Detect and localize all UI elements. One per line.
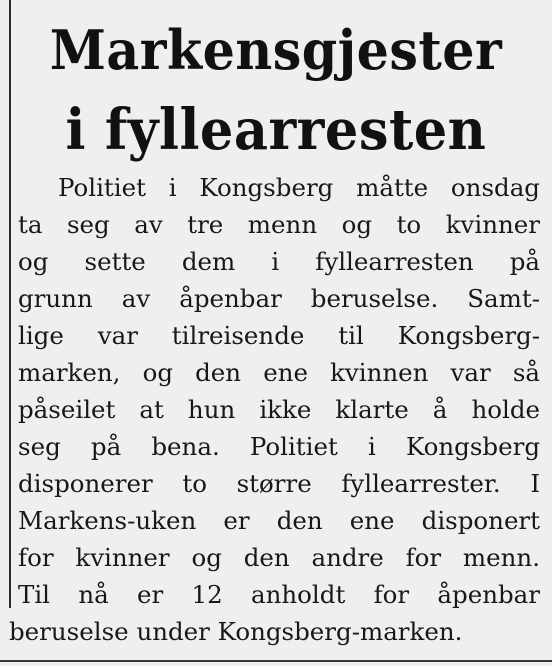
body-line: påseilet at hun ikke klarte å holde xyxy=(18,395,540,424)
body-line: ta seg av tre menn og to kvinner xyxy=(18,210,540,239)
body-line: Markens-uken er den ene disponert xyxy=(18,506,540,535)
bottom-rule xyxy=(0,660,552,662)
body-line: disponerer to større fyllearrester. I xyxy=(18,469,540,498)
headline-line-1: Markensgjester xyxy=(49,18,503,82)
body-line: lige var tilreisende til Kongsberg- xyxy=(18,321,540,350)
body-line: Til nå er 12 anholdt for åpenbar xyxy=(18,580,540,609)
body-line: og sette dem i fyllearresten på xyxy=(18,247,540,276)
body-line: marken, og den ene kvinnen var så xyxy=(18,358,540,387)
headline-line-2: i fyllearresten xyxy=(65,97,487,163)
body-line: beruselse under Kongsberg-marken. xyxy=(9,617,463,646)
body-line: seg på bena. Politiet i Kongsberg xyxy=(18,432,540,461)
column-rule xyxy=(9,0,11,608)
body-line: Politiet i Kongsberg måtte onsdag xyxy=(58,173,540,202)
body-line: grunn av åpenbar beruselse. Samt- xyxy=(18,284,540,313)
body-line: for kvinner og den andre for menn. xyxy=(18,543,540,572)
